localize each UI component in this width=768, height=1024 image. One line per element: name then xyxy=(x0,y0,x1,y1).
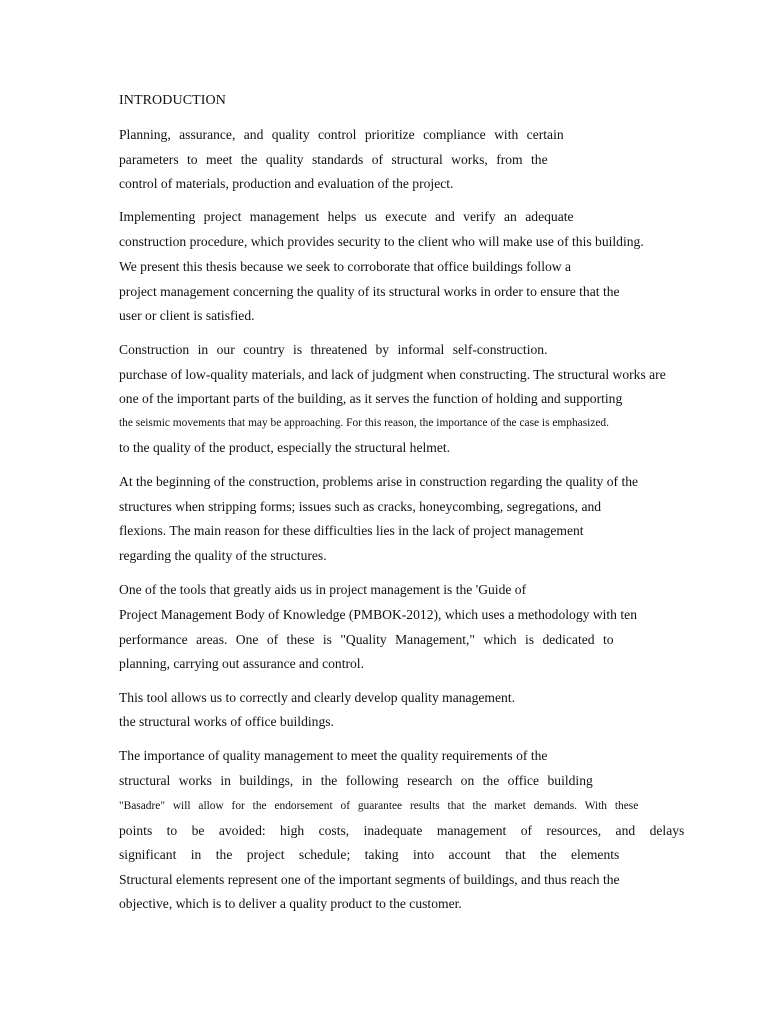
text-line: The importance of quality management to meet the quality requirements of the xyxy=(119,748,548,763)
text-line: Structural elements represent one of the important segments of buildings, and thus reach the xyxy=(119,872,620,887)
text-line: Implementing project management helps us execute and verify an adequate xyxy=(119,209,574,224)
text-line: structures when stripping forms; issues such as cracks, honeycombing, segregations, and xyxy=(119,499,602,514)
text-line: flexions. The main reason for these difficulties lies in the lack of project management xyxy=(119,523,584,538)
text-line: control of materials, production and evaluation of the project. xyxy=(119,176,454,191)
text-line: "Basadre" will allow for the endorsement of guarantee results that the market demands. With these xyxy=(119,800,639,812)
text-line: construction procedure, which provides security to the client who will make use of this building. xyxy=(119,234,644,249)
text-line: We present this thesis because we seek to corroborate that office buildings follow a xyxy=(119,259,572,274)
text-line: Construction in our country is threatened by informal self-construction. xyxy=(119,342,548,357)
text-line: Project Management Body of Knowledge (PMBOK-2012), which uses a methodology with ten xyxy=(119,607,637,622)
text-line: to the quality of the product, especially the structural helmet. xyxy=(119,440,451,455)
text-line: parameters to meet the quality standards of structural works, from the xyxy=(119,152,548,167)
text-line: regarding the quality of the structures. xyxy=(119,548,327,563)
text-line: Planning, assurance, and quality control prioritize compliance with certain xyxy=(119,127,564,142)
text-line: significant in the project schedule; taking into account that the elements xyxy=(119,847,620,862)
text-line: points to be avoided: high costs, inadequate management of resources, and delays xyxy=(119,823,685,838)
text-line: the structural works of office buildings. xyxy=(119,714,334,729)
text-line: performance areas. One of these is "Quality Management," which is dedicated to xyxy=(119,632,614,647)
text-line: the seismic movements that may be approaching. For this reason, the importance of the case is emphasized. xyxy=(119,417,609,429)
text-line: One of the tools that greatly aids us in project management is the 'Guide of xyxy=(119,582,527,597)
text-line: At the beginning of the construction, problems arise in construction regarding the quality of the xyxy=(119,474,639,489)
text-line: project management concerning the quality of its structural works in order to ensure that the xyxy=(119,284,620,299)
text-line: user or client is satisfied. xyxy=(119,308,255,323)
text-line: objective, which is to deliver a quality product to the customer. xyxy=(119,896,462,911)
document-heading: INTRODUCTION xyxy=(119,93,226,108)
text-line: structural works in buildings, in the following research on the office building xyxy=(119,773,593,788)
text-line: This tool allows us to correctly and clearly develop quality management. xyxy=(119,690,515,705)
text-line: purchase of low-quality materials, and lack of judgment when constructing. The structural works are xyxy=(119,367,666,382)
text-line: planning, carrying out assurance and control. xyxy=(119,656,364,671)
text-line: one of the important parts of the building, as it serves the function of holding and supporting xyxy=(119,391,623,406)
